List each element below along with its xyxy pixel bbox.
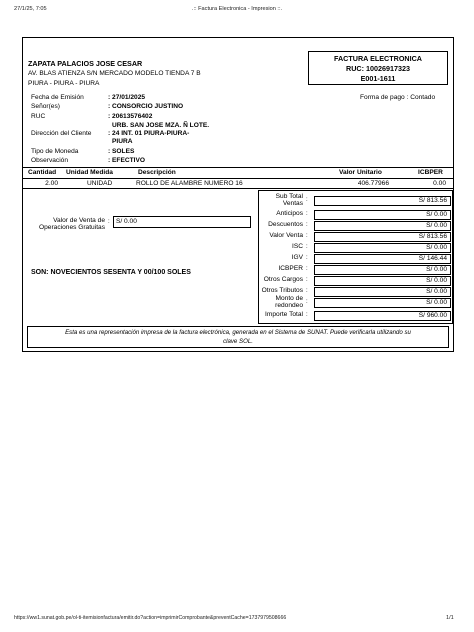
col-cantidad-header: Cantidad <box>28 169 57 176</box>
row-valor-unitario: 406.77966 <box>357 180 389 187</box>
row-descripcion: ROLLO DE ALAMBRE NUMERO 16 <box>136 180 243 187</box>
total-importe-total: Importe Total : S/ 960.00 <box>260 311 453 321</box>
total-igv: IGV : S/ 146.44 <box>260 254 453 264</box>
col-unidad-header: Unidad Medida <box>66 169 113 176</box>
ruc-label: RUC <box>31 113 46 120</box>
total-otros-tributos: Otros Tributos : S/ 0.00 <box>260 287 453 297</box>
col-valor-unitario-header: Valor Unitario <box>339 169 382 176</box>
sunat-note-line1: Esta es una representación impresa de la factura electrónica, generada en el Sistema de SUNAT. Puede verificarla utilizando su <box>65 329 411 336</box>
gratuitas-value: S/ 0.00 <box>113 216 251 228</box>
col-icbper-header: ICBPER <box>418 169 443 176</box>
print-datetime: 27/1/25, 7:05 <box>14 6 47 12</box>
print-url: https://ww1.sunat.gob.pe/ol-ti-itemisionfactura/emitir.do?action=imprimirComprobante&preventCache=1737979508666 <box>14 615 287 621</box>
row-icbper: 0.00 <box>433 180 446 187</box>
ruc-value: : 20613576402 <box>108 113 153 120</box>
total-sub-total: Sub Total Ventas : S/ 813.56 <box>260 194 453 208</box>
total-anticipos: Anticipos : S/ 0.00 <box>260 210 453 220</box>
gratuitas-colon: : <box>108 219 110 225</box>
invoice-ruc: RUC: 10026917323 <box>346 64 410 73</box>
invoice-id-box <box>308 51 448 85</box>
fecha-label: Fecha de Emisión <box>31 94 84 101</box>
invoice-type: FACTURA ELECTRONICA <box>334 54 422 63</box>
print-page-number: 1/1 <box>446 615 454 621</box>
fecha-value: : 27/01/2025 <box>108 94 146 101</box>
issuer-address-line1: AV. BLAS ATIENZA S/N MERCADO MODELO TIENDA 7 B <box>28 70 201 77</box>
total-otros-cargos: Otros Cargos : S/ 0.00 <box>260 276 453 286</box>
row-unidad: UNIDAD <box>87 180 113 187</box>
direccion-label: Dirección del Cliente <box>31 130 92 137</box>
direccion-value-2: : 24 INT. 01 PIURA-PIURA- <box>108 130 190 137</box>
issuer-address-line2: PIURA - PIURA - PIURA <box>28 80 100 87</box>
gratuitas-label-1: Valor de Venta de <box>53 217 105 224</box>
invoice-number: E001-1611 <box>360 74 396 83</box>
total-descuentos: Descuentos : S/ 0.00 <box>260 221 453 231</box>
gratuitas-label-2: Operaciones Gratuitas <box>39 224 105 231</box>
observacion-value: : EFECTIVO <box>108 157 145 164</box>
sunat-note-box <box>27 326 449 348</box>
print-page-title: .:: Factura Electronica - Impresion ::. <box>191 6 283 12</box>
observacion-label: Observación <box>31 157 69 164</box>
total-monto-redondeo: Monto de redondeo : S/ 0.00 <box>260 296 453 310</box>
invoice-document <box>22 37 454 352</box>
total-icbper: ICBPER : S/ 0.00 <box>260 265 453 275</box>
row-cantidad: 2.00 <box>45 180 58 187</box>
col-descripcion-header: Descripción <box>138 169 176 176</box>
sunat-note-line2: clave SOL. <box>223 338 253 345</box>
moneda-value: : SOLES <box>108 148 135 155</box>
senor-label: Señor(es) <box>31 103 60 110</box>
direccion-value-3: PIURA <box>112 138 133 145</box>
issuer-name: ZAPATA PALACIOS JOSE CESAR <box>28 59 143 68</box>
forma-pago: Forma de pago : Contado <box>360 94 436 101</box>
senor-value: : CONSORCIO JUSTINO <box>108 103 184 110</box>
amount-in-words: SON: NOVECIENTOS SESENTA Y 00/100 SOLES <box>31 269 191 276</box>
total-valor-venta: Valor Venta : S/ 813.56 <box>260 232 453 242</box>
direccion-value-1: URB. SAN JOSE MZA. Ñ LOTE. <box>112 122 210 129</box>
total-isc: ISC : S/ 0.00 <box>260 243 453 253</box>
moneda-label: Tipo de Moneda <box>31 148 79 155</box>
